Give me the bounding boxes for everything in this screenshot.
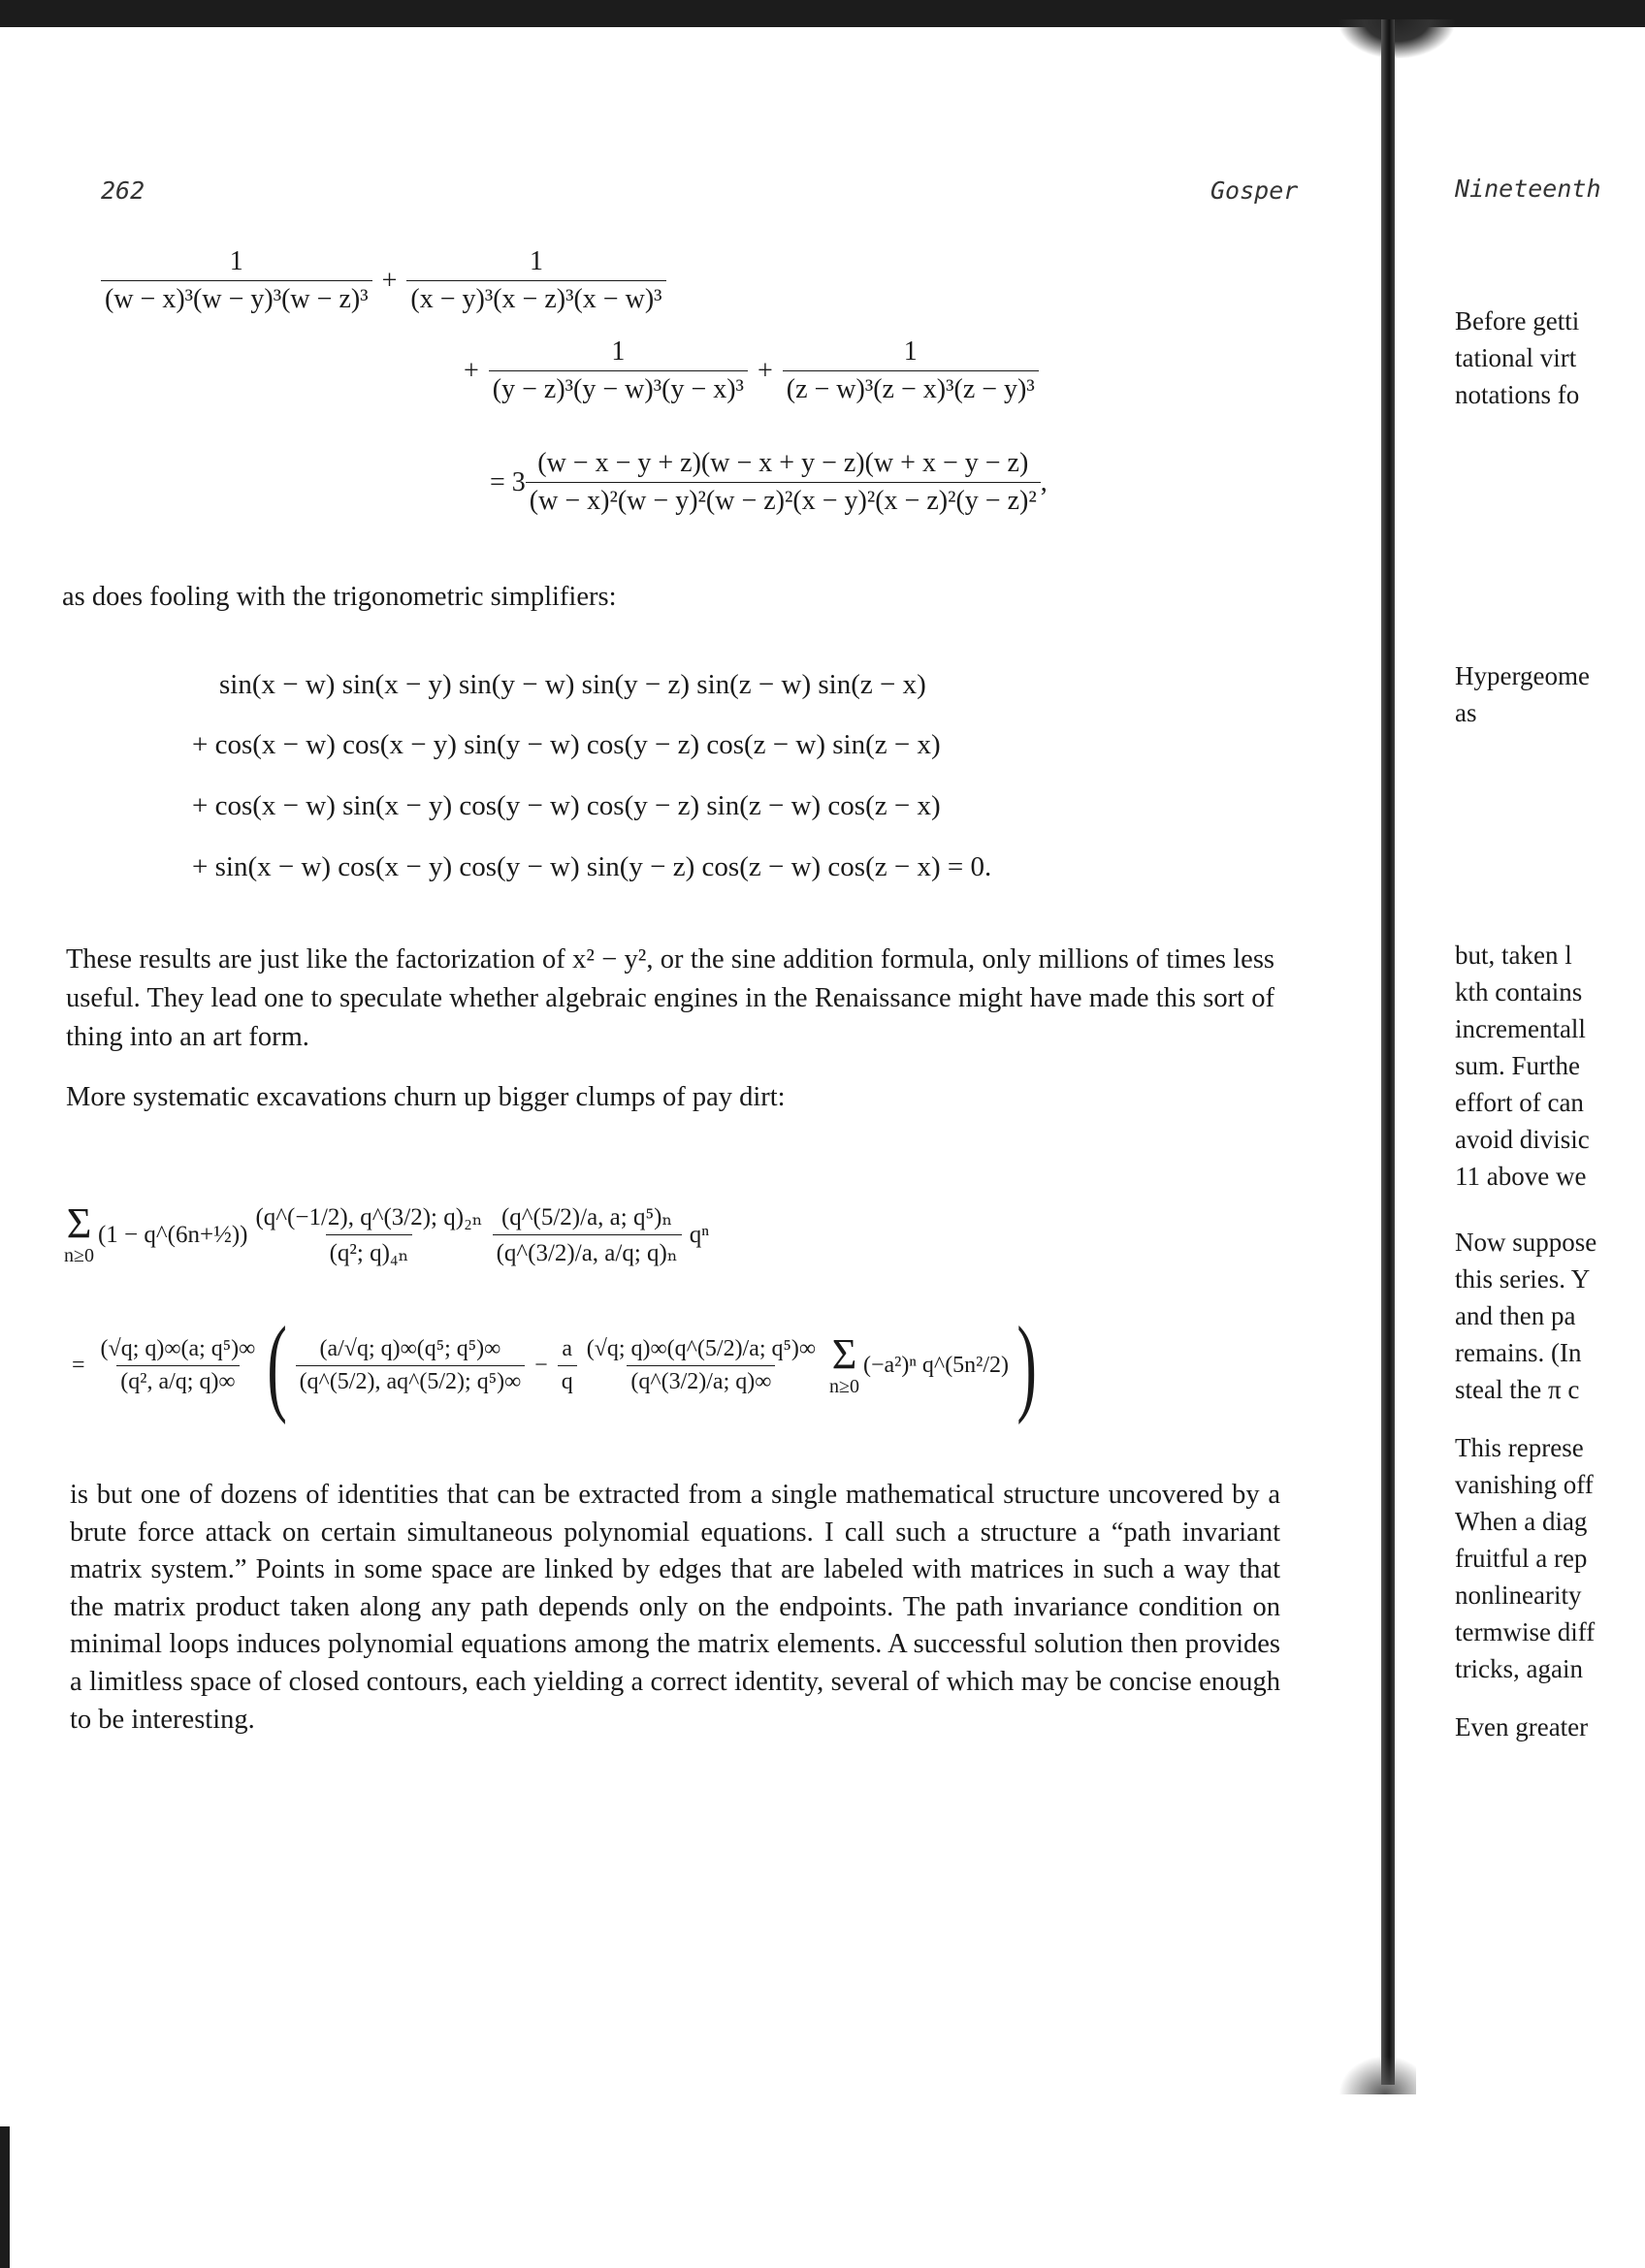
next-page-running-head: Nineteenth: [1455, 175, 1601, 203]
book-spine-bottom-shadow: [1339, 2056, 1416, 2094]
trig-identity-line-4: + sin(x − w) cos(x − y) cos(y − w) sin(y − z) cos(z − w) cos(z − x) = 0.: [192, 851, 992, 882]
paragraph-2: These results are just like the factorization of x² − y², or the sine addition formula, only millions of times less useful. They lead one to speculate whether algebraic engines in the Renaissance might have made this sort of thing into an art form.: [66, 944, 1274, 1052]
book-spine-top-shadow: [1339, 19, 1455, 58]
paragraph-1: as does fooling with the trigonometric simplifiers:: [62, 582, 617, 612]
paragraph-3: More systematic excavations churn up bigger clumps of pay dirt:: [66, 1082, 786, 1112]
summation-rhs: Σ n≥0: [829, 1329, 859, 1397]
trig-identity-line-2: + cos(x − w) cos(x − y) sin(y − w) cos(y − z) cos(z − w) sin(z − x): [192, 729, 941, 760]
summation-lhs: Σ n≥0: [64, 1199, 94, 1266]
fraction-term-1: $\frac{1}{\text{(w − x)³(w − y)³(w − z)³}}$: [101, 246, 372, 315]
next-page-block-6: Even greater: [1455, 1712, 1589, 1741]
next-page-block-2: Hypergeome as: [1455, 661, 1590, 727]
fraction-term-4: $\frac{1}{\text{(z − w)³(z − x)³(z − y)³}}$: [783, 336, 1039, 405]
running-head: Gosper: [1210, 176, 1299, 205]
next-page-block-4: Now suppose this series. Y and then pa remains. (In steal the π c: [1455, 1228, 1597, 1404]
rhs-fraction-3: $\frac{a}{q}$: [558, 1336, 577, 1395]
trig-identity-line-3: + cos(x − w) sin(x − y) cos(y − w) cos(y − z) sin(z − w) cos(z − x): [192, 790, 941, 821]
paragraph-4: is but one of dozens of identities that can be extracted from a single mathematical structure uncovered by a brute force attack on certain simultaneous polynomial equations. I call such a structure a “path invariant matrix system.” Points in some space are linked by edges that are labeled with matrices in such a way that the matrix product taken along any path depends only on the endpoints. The path invariance condition on minimal loops induces polynomial equations among the matrix elements. A successful solution then provides a limitless space of closed contours, each yielding a correct identity, several of which may be concise enough to be interesting.: [70, 1480, 1280, 1735]
rhs-fraction: $\frac{(w - x - y + z)(w - x + y - z)(w + x - y - z)}{\text{(w − x)²(w − y)²(w − z)²(x − y)²(x − z)²(y − z)²}}$: [526, 448, 1041, 517]
rhs-fraction-2: $\frac{\text{(a/√q; q)∞(q⁵; q⁵)∞}}{\text{(q\textasciicircum{}(5/2), aq\textasciicircum{}(5/2); q⁵)∞}}$: [296, 1336, 526, 1395]
series-identity-rhs: = $\frac{\text{(√q; q)∞(a; q⁵)∞}}{\text{(q², a/q; q)∞}}$ ( $\frac{\text{(a/√q; q)∞(q⁵; q⁵)∞}}{\text{(q\textasciicircum{}(5/2), aq\textasciicircum{}(5/2); q⁵)∞}}$ − $\frac{a}{q}$ $\frac{\text{(√q; q)∞(q\textasciicircum{}(5/2)/a; q⁵)∞}}{(q\^{}(3/2)/a; q)\infty}$ Σ n≥0 (−a²)ⁿ q^(5n²/2) ): [72, 1305, 1037, 1425]
scan-bottom-edge: [0, 2126, 10, 2268]
fraction-term-2: $\frac{1}{\text{(x − y)³(x − z)³(x − w)³}}$: [406, 246, 665, 315]
next-page-block-1: Before getti tational virt notations fo: [1455, 306, 1580, 409]
equation-1-line-1: $\frac{1}{\text{(w − x)³(w − y)³(w − z)³}}$ + $\frac{1}{\text{(x − y)³(x − z)³(x − w)³}}$: [101, 246, 666, 315]
series-identity-lhs: Σ n≥0 (1 − q^(6n+½)) $\frac{\text{(q\textasciicircum{}(−1/2), q\textasciicircum{}(3/2); q)₂ₙ}}{\text{(q²; q)₄ₙ}}$ $\frac{\text{(q\textasciicircum{}(5/2)/a, a; q⁵)ₙ}}{\text{(q\textasciicircum{}(3/2)/a, a/q; q)ₙ}}$ qⁿ: [64, 1199, 710, 1266]
book-spine-gutter: [1381, 19, 1395, 2085]
next-page-block-3: but, taken l kth contains incrementall sum. Furthe effort of can avoid divisic 11 above we: [1455, 941, 1590, 1191]
trig-identity-line-1: sin(x − w) sin(x − y) sin(y − w) sin(y − z) sin(z − w) sin(z − x): [219, 669, 926, 700]
lhs-fraction-1: $\frac{\text{(q\textasciicircum{}(−1/2), q\textasciicircum{}(3/2); q)₂ₙ}}{\text{(q²; q)₄ₙ}}$: [255, 1204, 483, 1266]
fraction-term-3: $\frac{1}{\text{(y − z)³(y − w)³(y − x)³}}$: [489, 336, 748, 405]
equation-1-rhs: = 3 $\frac{(w - x - y + z)(w - x + y - z)(w + x - y - z)}{\text{(w − x)²(w − y)²(w − z)²(x − y)²(x − z)²(y − z)²}}$ ,: [490, 448, 1048, 516]
rhs-fraction-4: $\frac{\text{(√q; q)∞(q\textasciicircum{}(5/2)/a; q⁵)∞}}{(q\^{}(3/2)/a; q)\infty}$: [586, 1335, 817, 1394]
next-page-block-5: This represe vanishing off When a diag fruitful a rep nonlinearity termwise diff tricks, again: [1455, 1433, 1596, 1683]
equation-1-line-2: + $\frac{1}{\text{(y − z)³(y − w)³(y − x)³}}$ + $\frac{1}{\text{(z − w)³(z − x)³(z − y)³}}$: [454, 336, 1039, 405]
page-number: 262: [101, 176, 145, 205]
rhs-fraction-1: $\frac{\text{(√q; q)∞(a; q⁵)∞}}{\text{(q², a/q; q)∞}}$: [100, 1335, 256, 1394]
lhs-fraction-2: $\frac{\text{(q\textasciicircum{}(5/2)/a, a; q⁵)ₙ}}{\text{(q\textasciicircum{}(3/2)/a, a/q; q)ₙ}}$: [493, 1202, 682, 1267]
